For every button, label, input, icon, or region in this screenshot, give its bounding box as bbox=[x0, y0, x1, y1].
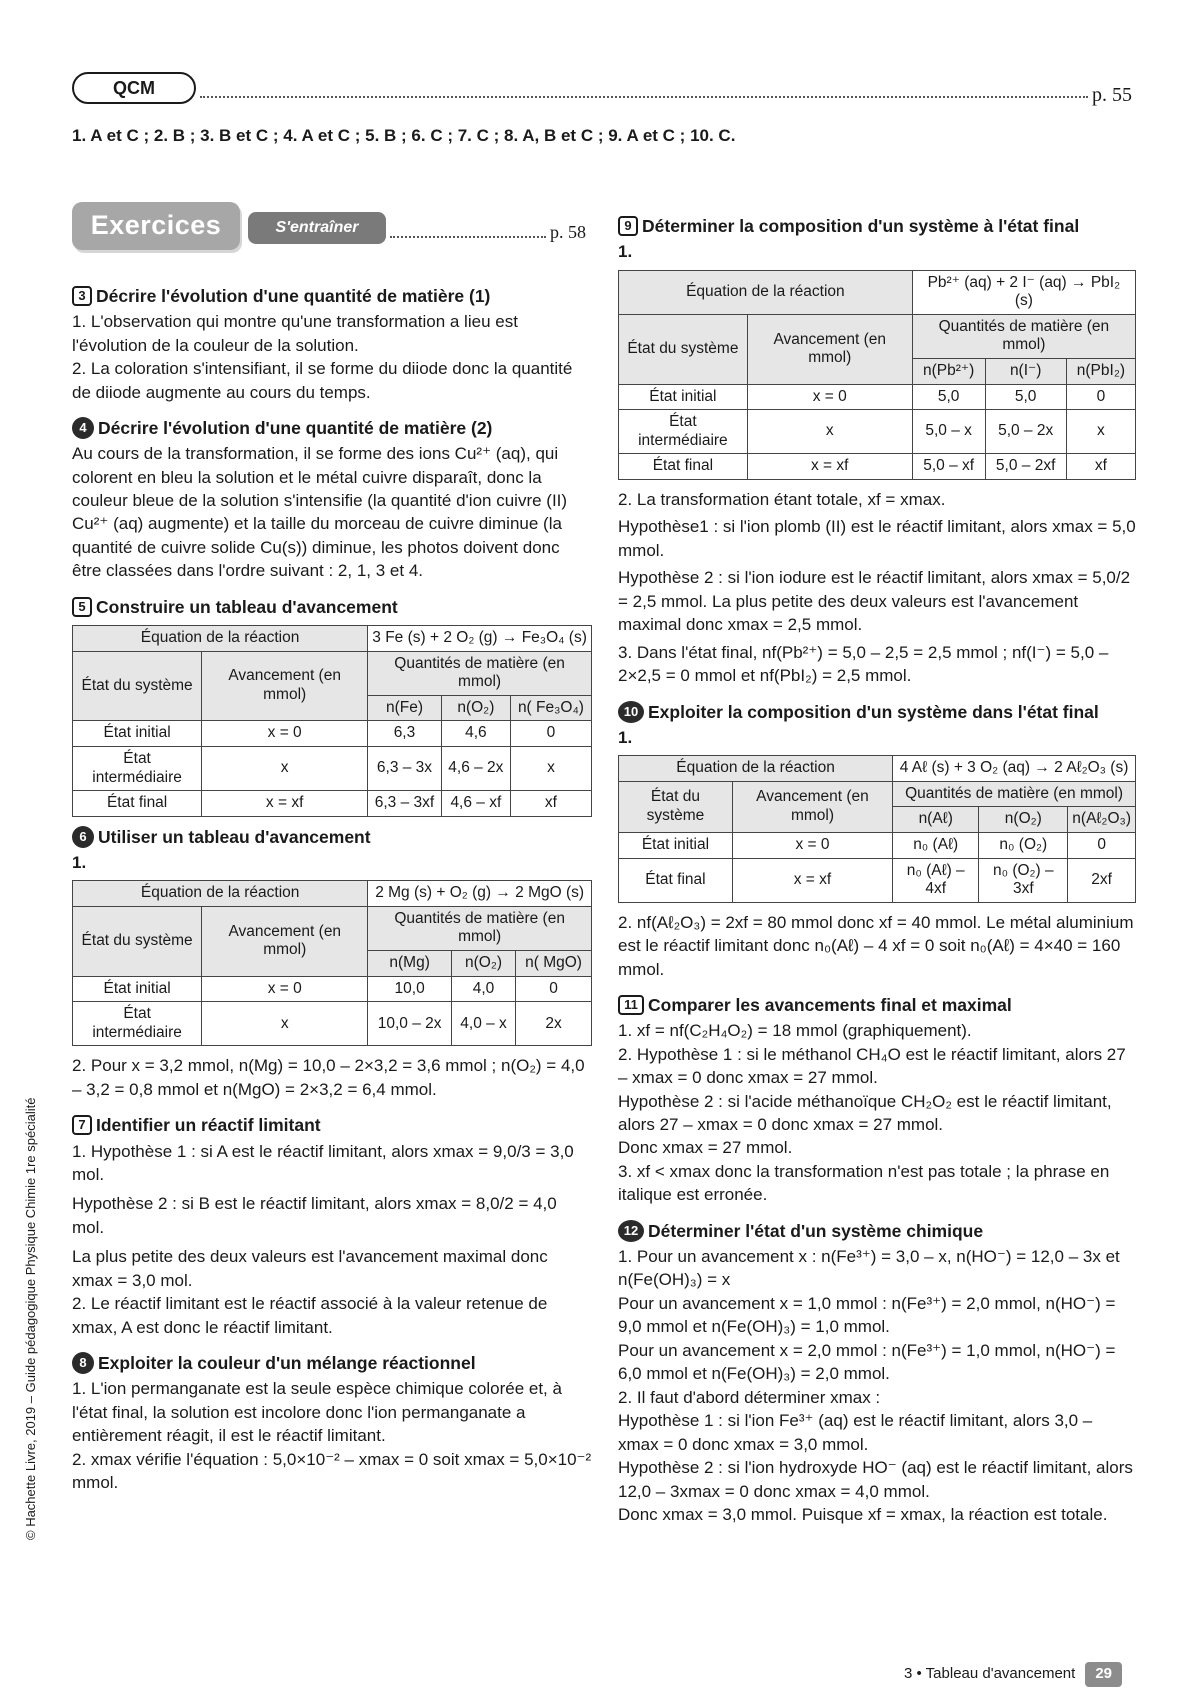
page-number: 29 bbox=[1085, 1662, 1122, 1687]
exercise-9 bbox=[618, 214, 1136, 688]
table-cell: x = xf bbox=[732, 858, 892, 902]
table-cell: x bbox=[747, 410, 912, 454]
table-cell: État intermédiaire bbox=[73, 746, 202, 790]
table-cell: 4,6 bbox=[441, 721, 510, 747]
table-cell: État du système bbox=[619, 781, 733, 832]
exercise-number-badge: 9 bbox=[618, 216, 638, 236]
table-cell: État final bbox=[619, 454, 748, 480]
table-cell: 5,0 – 2xf bbox=[985, 454, 1066, 480]
table-cell: n(Aℓ₂O₃) bbox=[1068, 807, 1136, 833]
table-row bbox=[619, 410, 1136, 454]
table-cell: x = xf bbox=[747, 454, 912, 480]
paragraph: Pour un avancement x = 2,0 mmol : n(Fe³⁺) = 1,0 mmol, n(HO⁻) = 6,0 mmol et n(Fe(OH)₃) = 2,0 mmol. bbox=[618, 1340, 1116, 1384]
table-cell: 2xf bbox=[1068, 858, 1136, 902]
exercise-title: Comparer les avancements final et maximal bbox=[648, 995, 1012, 1016]
exercise-number-badge: 5 bbox=[72, 597, 92, 617]
table-cell: n(Pb²⁺) bbox=[912, 358, 985, 384]
table-cell: n₀ (O₂) – 3xf bbox=[979, 858, 1068, 902]
table-cell: n₀ (O₂) bbox=[979, 832, 1068, 858]
table-cell: Équation de la réaction bbox=[619, 756, 893, 782]
table-cell: État initial bbox=[73, 721, 202, 747]
exercise-number-badge: 3 bbox=[72, 286, 92, 306]
paragraph: 2. xmax vérifie l'équation : 5,0×10⁻² – xmax = 0 soit xmax = 5,0×10⁻² mmol. bbox=[72, 1449, 592, 1493]
table-cell: n(I⁻) bbox=[985, 358, 1066, 384]
exercise-title: Décrire l'évolution d'une quantité de matière (1) bbox=[96, 286, 491, 306]
sentrainer-label: S'entraîner bbox=[248, 212, 386, 244]
table-cell: x = 0 bbox=[747, 384, 912, 410]
paragraph: Au cours de la transformation, il se forme des ions Cu²⁺ (aq), qui colorent en bleu la solution et le métal cuivre disparaît, donc la couleur bleue de la solution s'intensifie (la quantité d'ion cuivre (II) Cu²⁺ (aq) augmente) et la taille du morceau de cuivre diminue (la quantité de cuivre solide Cu(s)) diminue, les photos doivent donc être classées dans l'ordre suivant : 2, 1, 3 et 4. bbox=[72, 444, 568, 581]
table-row bbox=[73, 791, 592, 817]
exercise-number-badge: 10 bbox=[618, 701, 644, 723]
table-cell: n(O₂) bbox=[441, 695, 510, 721]
table-cell: x = 0 bbox=[202, 976, 368, 1002]
paragraph: Hypothèse1 : si l'ion plomb (II) est le réactif limitant, alors xmax = 5,0 mmol. bbox=[618, 517, 1136, 560]
exercise-12 bbox=[618, 1219, 1136, 1527]
table-cell: Avancement (en mmol) bbox=[202, 651, 368, 721]
table-cell: État initial bbox=[73, 976, 202, 1002]
exercise-title: Décrire l'évolution d'une quantité de matière (2) bbox=[98, 417, 493, 438]
table-cell: 5,0 – 2x bbox=[985, 410, 1066, 454]
exercise-number-badge: 11 bbox=[618, 995, 644, 1015]
paragraph: Donc xmax = 3,0 mmol. Puisque xf = xmax, la réaction est totale. bbox=[618, 1504, 1108, 1524]
exercise-6 bbox=[72, 825, 592, 1102]
table-cell: Équation de la réaction bbox=[619, 270, 913, 314]
table-cell: Équation de la réaction bbox=[73, 625, 368, 651]
page-footer bbox=[904, 1662, 1122, 1687]
paragraph: Hypothèse 2 : si l'ion hydroxyde HO⁻ (aq) est le réactif limitant, alors 12,0 – 3xmax = 0 donc xmax = 4,0 mmol. bbox=[618, 1458, 1133, 1501]
table-cell: 0 bbox=[1068, 832, 1136, 858]
table-cell: 4,0 – x bbox=[451, 1002, 515, 1046]
paragraph: 2. Il faut d'abord déterminer xmax : bbox=[618, 1387, 881, 1407]
left-column bbox=[72, 284, 592, 1495]
paragraph: 2. Hypothèse 1 : si le méthanol CH₄O est le réactif limitant, alors 27 – xmax = 0 donc xmax = 27 mmol. bbox=[618, 1044, 1126, 1088]
exercise-title: Construire un tableau d'avancement bbox=[96, 596, 398, 617]
paragraph: 2. nf(Aℓ₂O₃) = 2xf = 80 mmol donc xf = 40 mmol. Le métal aluminium est le réactif limitant donc n₀(Aℓ) – 4 xf = 0 soit n₀(Aℓ) = 4×40 = 160 mmol. bbox=[618, 912, 1134, 979]
paragraph: 3. xf < xmax donc la transformation n'est pas totale ; la phrase en italique est erronée. bbox=[618, 1161, 1110, 1205]
paragraph: Hypothèse 2 : si B est le réactif limitant, alors xmax = 8,0/2 = 4,0 mol. bbox=[72, 1194, 557, 1237]
paragraph: 2. La coloration s'intensifiant, il se forme du diiode donc la quantité de diiode augmente au cours du temps. bbox=[72, 359, 573, 402]
table-cell: n(Aℓ) bbox=[893, 807, 979, 833]
exercise-number-badge: 7 bbox=[72, 1115, 92, 1135]
table-cell: 0 bbox=[510, 721, 591, 747]
paragraph: 1. Pour un avancement x : n(Fe³⁺) = 3,0 – x, n(HO⁻) = 12,0 – 3x et n(Fe(OH)₃) = x bbox=[618, 1246, 1120, 1290]
table-cell: Équation de la réaction bbox=[73, 881, 368, 907]
chapter-label: 3 • Tableau d'avancement bbox=[904, 1665, 1076, 1682]
exercise-number-badge: 12 bbox=[618, 1220, 644, 1242]
exercise-title: Déterminer l'état d'un système chimique bbox=[648, 1220, 984, 1241]
table-cell: n(Fe) bbox=[368, 695, 442, 721]
table-cell: Quantités de matière (en mmol) bbox=[912, 314, 1135, 358]
right-column bbox=[618, 214, 1136, 1526]
table-row bbox=[73, 721, 592, 747]
table-cell: État intermédiaire bbox=[73, 1002, 202, 1046]
table-cell: État initial bbox=[619, 384, 748, 410]
table-cell: Quantités de matière (en mmol) bbox=[893, 781, 1136, 807]
table-cell: 5,0 – x bbox=[912, 410, 985, 454]
paragraph: Hypothèse 2 : si l'acide méthanoïque CH₂O₂ est le réactif limitant, alors 27 – xmax = 0 donc xmax = 27 mmol. bbox=[618, 1091, 1112, 1135]
qcm-dotted-leader bbox=[200, 96, 1088, 98]
table-cell: État du système bbox=[73, 906, 202, 976]
table-cell: n(O₂) bbox=[979, 807, 1068, 833]
table-row bbox=[73, 746, 592, 790]
paragraph: Pour un avancement x = 1,0 mmol : n(Fe³⁺) = 2,0 mmol, n(HO⁻) = 9,0 mmol et n(Fe(OH)₃) = 1,0 mmol. bbox=[618, 1293, 1116, 1337]
table-cell: x = 0 bbox=[732, 832, 892, 858]
table-cell: État intermédiaire bbox=[619, 410, 748, 454]
table-cell: n₀ (Aℓ) – 4xf bbox=[893, 858, 979, 902]
exercise-4 bbox=[72, 416, 592, 583]
table-cell: 2 Mg (s) + O₂ (g) → 2 MgO (s) bbox=[368, 881, 592, 907]
paragraph: 1. xf = nf(C₂H₄O₂) = 18 mmol (graphiquement). bbox=[618, 1021, 972, 1041]
avancement-table bbox=[72, 880, 592, 1046]
paragraph: 1. bbox=[618, 727, 633, 747]
table-cell: x bbox=[202, 746, 368, 790]
exercise-10 bbox=[618, 700, 1136, 982]
table-cell: n( Fe₃O₄) bbox=[510, 695, 591, 721]
exercise-title: Identifier un réactif limitant bbox=[96, 1115, 321, 1136]
avancement-table bbox=[72, 625, 592, 817]
table-cell: 4,6 – 2x bbox=[441, 746, 510, 790]
table-cell: n(Mg) bbox=[368, 951, 452, 977]
paragraph: 1. L'ion permanganate est la seule espèce chimique colorée et, à l'état final, la solution est incolore donc l'ion permanganate a entièrement réagit, il est le réactif limitant. bbox=[72, 1379, 562, 1446]
table-cell: 10,0 – 2x bbox=[368, 1002, 452, 1046]
table-cell: x bbox=[1066, 410, 1135, 454]
table-cell: 4,0 bbox=[451, 976, 515, 1002]
table-cell: Avancement (en mmol) bbox=[202, 906, 368, 976]
table-cell: xf bbox=[510, 791, 591, 817]
exercise-title: Utiliser un tableau d'avancement bbox=[98, 826, 371, 847]
table-cell: 5,0 bbox=[912, 384, 985, 410]
paragraph: 2. Le réactif limitant est le réactif associé à la valeur retenue de xmax, A est donc le réactif limitant. bbox=[72, 1294, 548, 1337]
paragraph: Hypothèse 2 : si l'ion iodure est le réactif limitant, alors xmax = 5,0/2 = 2,5 mmol. La plus petite des deux valeurs est l'avancement maximal donc xmax = 2,5 mmol. bbox=[618, 568, 1131, 635]
exercise-11 bbox=[618, 993, 1136, 1207]
table-cell: n₀ (Aℓ) bbox=[893, 832, 979, 858]
exercise-number-badge: 6 bbox=[72, 826, 94, 848]
table-row bbox=[73, 976, 592, 1002]
table-row bbox=[619, 384, 1136, 410]
table-cell: 5,0 bbox=[985, 384, 1066, 410]
exercise-7 bbox=[72, 1113, 592, 1339]
table-cell: x = xf bbox=[202, 791, 368, 817]
table-cell: 0 bbox=[516, 976, 592, 1002]
table-cell: État du système bbox=[619, 314, 748, 384]
table-cell: n( MgO) bbox=[516, 951, 592, 977]
exercise-3 bbox=[72, 284, 592, 404]
qcm-label: QCM bbox=[72, 72, 196, 104]
table-cell: 6,3 bbox=[368, 721, 442, 747]
table-row bbox=[73, 1002, 592, 1046]
paragraph: Hypothèse 1 : si l'ion Fe³⁺ (aq) est le réactif limitant, alors 3,0 – xmax = 0 donc xmax = 3,0 mmol. bbox=[618, 1411, 1093, 1454]
table-cell: x bbox=[202, 1002, 368, 1046]
table-cell: x bbox=[510, 746, 591, 790]
table-cell: xf bbox=[1066, 454, 1135, 480]
table-cell: Quantités de matière (en mmol) bbox=[368, 906, 592, 950]
table-cell: n(O₂) bbox=[451, 951, 515, 977]
paragraph: La plus petite des deux valeurs est l'avancement maximal donc xmax = 3,0 mol. bbox=[72, 1247, 548, 1290]
exercise-5 bbox=[72, 595, 592, 817]
table-cell: État du système bbox=[73, 651, 202, 721]
table-cell: Quantités de matière (en mmol) bbox=[368, 651, 592, 695]
copyright-vertical: © Hachette Livre, 2019 – Guide pédagogique Physique Chimie 1re spécialité bbox=[23, 1097, 38, 1540]
table-cell: 0 bbox=[1066, 384, 1135, 410]
table-cell: État final bbox=[73, 791, 202, 817]
table-cell: 6,3 – 3x bbox=[368, 746, 442, 790]
table-cell: 4 Aℓ (s) + 3 O₂ (aq) → 2 Aℓ₂O₃ (s) bbox=[893, 756, 1136, 782]
paragraph: 3. Dans l'état final, nf(Pb²⁺) = 5,0 – 2,5 = 2,5 mmol ; nf(I⁻) = 5,0 – 2×2,5 = 0 mmol et nf(PbI₂) = 2,5 mmol. bbox=[618, 642, 1109, 686]
table-row bbox=[619, 454, 1136, 480]
exercices-page-ref: p. 58 bbox=[550, 222, 586, 242]
table-cell: 6,3 – 3xf bbox=[368, 791, 442, 817]
table-row bbox=[619, 858, 1136, 902]
table-cell: 5,0 – xf bbox=[912, 454, 985, 480]
table-cell: 2x bbox=[516, 1002, 592, 1046]
table-cell: x = 0 bbox=[202, 721, 368, 747]
exercise-title: Exploiter la composition d'un système dans l'état final bbox=[648, 701, 1099, 722]
table-row bbox=[619, 832, 1136, 858]
table-cell: 3 Fe (s) + 2 O₂ (g) → Fe₃O₄ (s) bbox=[368, 625, 592, 651]
table-cell: Pb²⁺ (aq) + 2 I⁻ (aq) → PbI₂ (s) bbox=[912, 270, 1135, 314]
exercise-number-badge: 8 bbox=[72, 1352, 94, 1374]
paragraph: 1. bbox=[618, 242, 633, 262]
paragraph: Donc xmax = 27 mmol. bbox=[618, 1138, 793, 1158]
table-cell: 4,6 – xf bbox=[441, 791, 510, 817]
paragraph: 1. L'observation qui montre qu'une transformation a lieu est l'évolution de la couleur de la solution. bbox=[72, 312, 518, 355]
paragraph: 1. bbox=[72, 852, 87, 872]
table-cell: 10,0 bbox=[368, 976, 452, 1002]
table-cell: n(PbI₂) bbox=[1066, 358, 1135, 384]
table-cell: Avancement (en mmol) bbox=[732, 781, 892, 832]
exercise-number-badge: 4 bbox=[72, 417, 94, 439]
paragraph: 1. Hypothèse 1 : si A est le réactif limitant, alors xmax = 9,0/3 = 3,0 mol. bbox=[72, 1141, 574, 1184]
exercise-8 bbox=[72, 1351, 592, 1494]
exercices-label: Exercices bbox=[72, 202, 240, 250]
qcm-answers: 1. A et C ; 2. B ; 3. B et C ; 4. A et C ; 5. B ; 6. C ; 7. C ; 8. A, B et C ; 9. A et C ; 10. C. bbox=[72, 126, 736, 145]
exercise-title: Déterminer la composition d'un système à l'état final bbox=[642, 216, 1080, 236]
table-cell: Avancement (en mmol) bbox=[747, 314, 912, 384]
exercise-title: Exploiter la couleur d'un mélange réactionnel bbox=[98, 1353, 476, 1374]
paragraph: 2. La transformation étant totale, xf = xmax. bbox=[618, 489, 946, 509]
table-cell: État final bbox=[619, 858, 733, 902]
paragraph: 2. Pour x = 3,2 mmol, n(Mg) = 10,0 – 2×3,2 = 3,6 mmol ; n(O₂) = 4,0 – 3,2 = 0,8 mmol et n(MgO) = 2×3,2 = 6,4 mmol. bbox=[72, 1056, 585, 1099]
table-cell: État initial bbox=[619, 832, 733, 858]
exercices-dotted-leader bbox=[390, 236, 546, 238]
avancement-table bbox=[618, 755, 1136, 903]
qcm-page-ref: p. 55 bbox=[1092, 84, 1132, 106]
avancement-table bbox=[618, 270, 1136, 480]
